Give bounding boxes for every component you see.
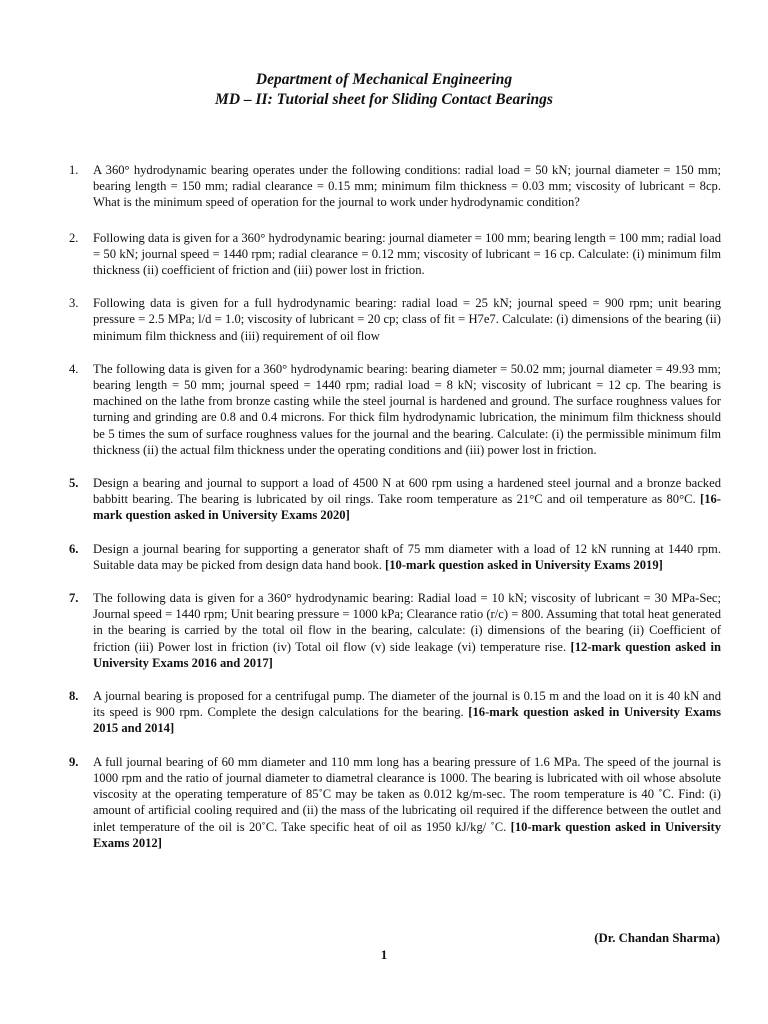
question-item — [69, 754, 721, 851]
question-item — [69, 162, 721, 211]
page-number: 1 — [380, 947, 388, 962]
question-text: Following data is given for a full hydrodynamic bearing: radial load = 25 kN; journal speed = 900 rpm; unit bearing pressure = 2.5 MPa; l/d = 1.0; viscosity of lubricant = 20 cp; class of fit = H7e7. Calculate: (i) dimensions of the bearing (ii) minimum film thickness and (iii) requirement of oil flow — [93, 296, 721, 343]
document-header — [0, 70, 768, 110]
question-item — [69, 475, 721, 524]
question-number: 2. — [69, 230, 79, 245]
question-number: 9. — [69, 754, 79, 769]
exam-mark-note: [10-mark question asked in University Exams 2019] — [385, 557, 663, 572]
question-text: A full journal bearing of 60 mm diameter and 110 mm long has a bearing pressure of 1.6 MPa. The speed of the journal is 1000 rpm and the ratio of journal diameter to diametral clearance is 1000. The bearing is lubricated with oil whose absolute viscosity at the operating temperature of 85˚C may be taken as 0.012 kg/m-sec. The room temperature is 40 ˚C. Find: (i) amount of artificial cooling required and (ii) the mass of the lubricating oil required if the difference between the outlet and inlet temperature of the oil is 20˚C. Take specific heat of oil as 1950 kJ/kg/ ˚C. — [93, 754, 721, 834]
question-text: A journal bearing is proposed for a centrifugal pump. The diameter of the journal is 0.15 m and the load on it is 40 kN and its speed is 900 rpm. Complete the design calculations for the bearing. — [93, 689, 721, 720]
question-number: 4. — [69, 361, 79, 376]
question-number: 5. — [69, 476, 79, 491]
question-text: A 360° hydrodynamic bearing operates under the following conditions: radial load = 50 kN; journal diameter = 150 mm; bearing length = 150 mm; radial clearance = 0.15 mm; minimum film thickness = 0.03 mm; viscosity of lubricant = 8cp. What is the minimum speed of operation for the journal to work under hydrodynamic condition? — [93, 163, 721, 210]
question-number: 3. — [69, 296, 79, 311]
question-number: 6. — [69, 541, 79, 556]
question-item — [69, 230, 721, 279]
question-list — [69, 162, 721, 851]
author-signature: (Dr. Chandan Sharma) — [594, 931, 720, 945]
question-text: Design a bearing and journal to support a load of 4500 N at 600 rpm using a hardened steel journal and a bronze backed babbitt bearing. The bearing is lubricated by oil rings. Take room temperature as 21°C and oil temperature as 80°C. — [93, 476, 721, 507]
question-number: 8. — [69, 689, 79, 704]
question-item — [69, 590, 721, 671]
exam-mark-note: [12-mark question asked in University Exams 2016 and 2017] — [93, 639, 722, 670]
question-number: 7. — [69, 591, 79, 606]
question-number: 1. — [69, 163, 79, 177]
question-text: Design a journal bearing for supporting a generator shaft of 75 mm diameter with a load of 12 kN running at 1440 rpm. Suitable data may be picked from design data hand book. — [93, 541, 721, 572]
tutorial-title: MD – II: Tutorial sheet for Sliding Contact Bearings — [215, 91, 553, 108]
question-item — [69, 295, 721, 344]
department-title: Department of Mechanical Engineering — [255, 71, 513, 88]
question-item — [69, 541, 721, 573]
question-text: The following data is given for a 360° hydrodynamic bearing: bearing diameter = 50.02 mm; journal diameter = 49.93 mm; bearing length = 50 mm; journal speed = 1440 rpm; radial load = 8 kN; viscosity of lubricant = 12 cp. The bearing is machined on the lathe from bronze casting while the steel journal is hardened and ground. The surface roughness values for turning and grinding are 0.8 and 0.4 microns. For thick film hydrodynamic lubrication, the minimum film thickness should be 5 times the sum of surface roughness values for the journal and the bearing. Calculate: (i) the permissible minimum film thickness (ii) the actual film thickness under the operating conditions and (iii) power lost in friction. — [93, 361, 721, 457]
exam-mark-note: [16-mark question asked in University Exams 2020] — [93, 492, 721, 523]
question-item — [69, 688, 721, 737]
question-text: Following data is given for a 360° hydrodynamic bearing: journal diameter = 100 mm; bearing length = 100 mm; radial load = 50 kN; journal speed = 1440 rpm; radial clearance = 0.12 mm; viscosity of lubricant = 16 cp. Calculate: (i) minimum film thickness (ii) coefficient of friction and (iii) power lost in friction. — [93, 230, 721, 278]
question-item — [69, 361, 721, 458]
question-text: The following data is given for a 360° hydrodynamic bearing: Radial load = 10 kN; viscosity of lubricant = 30 MPa-Sec; Journal speed = 1440 rpm; Unit bearing pressure = 1000 kPa; Clearance ratio (r/c) = 800. Assuming that total heat generated in the bearing is carried by the total oil flow in the bearing, calculate: (i) dimensions of the bearing (ii) Coefficient of friction (iii) Power lost in friction (iv) Total oil flow (v) side leakage (vi) temperature rise. — [93, 591, 721, 654]
exam-mark-note: [10-mark question asked in University Exams 2012] — [93, 819, 721, 850]
exam-mark-note: [16-mark question asked in University Exams 2015 and 2014] — [93, 705, 721, 736]
